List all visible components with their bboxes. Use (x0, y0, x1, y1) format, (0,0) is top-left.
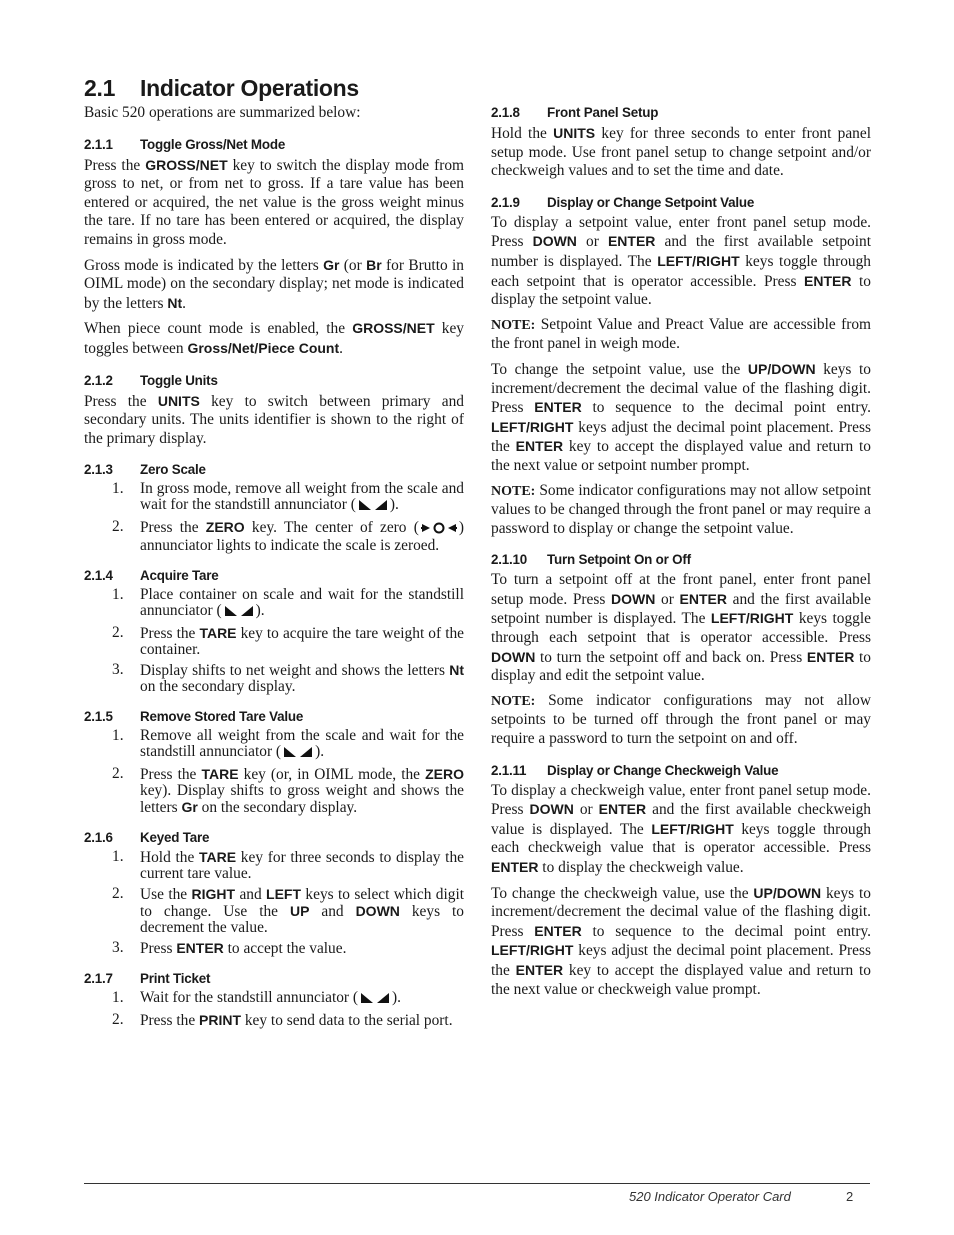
list-item: 1. In gross mode, remove all weight from the scale and wait for the standstill annunciator ( ). (112, 480, 464, 514)
right-column (491, 104, 871, 1005)
list-item: 3. Press ENTER to accept the value. (112, 939, 347, 958)
steps-list (84, 728, 464, 816)
page-heading: 2.1 Indicator Operations (84, 75, 359, 101)
list-item: 1. Place container on scale and wait for the standstill annunciator ( ). (112, 586, 464, 620)
list-item: 2. Press the TARE key (or, in OIML mode, the ZERO key). Display shifts to gross weight and shows the letters Gr on the secondary display. (112, 765, 464, 817)
paragraph: Gross mode is indicated by the letters Gr (or Br for Brutto in OIML mode) on the secondary display; net mode is indicated by the letters Nt. (84, 256, 464, 312)
list-item: 1. Wait for the standstill annunciator ( ). (112, 989, 402, 1007)
section-heading-2-1-3: 2.1.3 Zero Scale (84, 462, 206, 478)
paragraph: When piece count mode is enabled, the GROSS/NET key toggles between Gross/Net/Piece Count. (84, 320, 464, 357)
standstill-annunciator-icon (224, 605, 254, 621)
paragraph: To display a checkweigh value, enter front panel setup mode. Press DOWN or ENTER and the first available checkweigh value is displayed. The LEFT/RIGHT keys toggle through each checkweigh value that is operator accessible. Press ENTER to display the checkweigh value. (491, 781, 872, 876)
paragraph: To turn a setpoint off at the front panel, enter front panel setup mode. Press DOWN or ENTER and the first available setpoint number is displayed. The LEFT/RIGHT keys toggle through each setpoint that is operator accessible. Press DOWN to turn the setpoint off and back on. Press ENTER to display and edit the setpoint value. (491, 571, 871, 685)
steps-list (84, 481, 464, 554)
page-number: 2 (846, 1189, 854, 1204)
footer-divider (84, 1183, 870, 1184)
paragraph: Hold the UNITS key for three seconds to enter front panel setup mode. Use front panel setup to change setpoint and/or checkweigh values and to set the time and date. (491, 125, 871, 180)
list-item: 2. Press the TARE key to acquire the tare weight of the container. (112, 624, 464, 659)
intro-text: Basic 520 operations are summarized below: (84, 104, 361, 121)
center-of-zero-annunciator-icon (421, 522, 457, 538)
section-heading-2-1-4: 2.1.4 Acquire Tare (84, 568, 219, 584)
section-heading-2-1-10: 2.1.10 Turn Setpoint On or Off (491, 552, 691, 568)
section-heading-2-1-9: 2.1.9 Display or Change Setpoint Value (491, 194, 755, 210)
paragraph: Press the UNITS key to switch between primary and secondary units. The units identifier is shown to the right of the primary display. (84, 392, 464, 447)
standstill-annunciator-icon (360, 992, 390, 1008)
note: NOTE: Some indicator configurations may not allow setpoints to be turned off through the front panel or may require a password to turn the setpoint on and off. (491, 691, 871, 748)
list-item: 3. Display shifts to net weight and shows the letters Nt on the secondary display. (112, 661, 464, 696)
paragraph: Press the GROSS/NET key to switch the display mode from gross to net, or from net to gross. If a tare value has been entered or acquired, the net value is the gross weight minus the tare. If no tare has been entered or acquired, the display remains in gross mode. (84, 156, 464, 248)
section-heading-2-1-5: 2.1.5 Remove Stored Tare Value (84, 709, 304, 725)
section-heading-2-1-6: 2.1.6 Keyed Tare (84, 830, 210, 846)
note: NOTE: Some indicator configurations may not allow setpoint values to be changed through the front panel or may require a password to display or change the setpoint value. (491, 481, 871, 537)
section-heading-2-1-2: 2.1.2 Toggle Units (84, 372, 218, 388)
list-item: 2. Press the ZERO key. The center of zero ( ) annunciator lights to indicate the scale is zeroed. (112, 518, 464, 555)
steps-list (84, 849, 464, 957)
paragraph: To change the checkweigh value, use the UP/DOWN keys to increment/decrement the decimal value of the flashing digit. Press ENTER to sequence to the decimal point entry. LEFT/RIGHT keys adjust the decimal point placement. Press the ENTER key to accept the displayed value and return to the next value or checkweigh value prompt. (491, 884, 872, 998)
paragraph: To change the setpoint value, use the UP/DOWN keys to increment/decrement the decimal value of the flashing digit. Press ENTER to sequence to the decimal point entry. LEFT/RIGHT keys adjust the decimal point placement. Press the ENTER key to accept the displayed value and return to the next value or setpoint number prompt. (491, 360, 872, 474)
section-heading-2-1-8: 2.1.8 Front Panel Setup (491, 105, 659, 120)
steps-list (84, 990, 464, 1029)
list-item: 1. Remove all weight from the scale and wait for the standstill annunciator ( ). (112, 727, 464, 761)
list-item: 1. Hold the TARE key for three seconds to display the current tare value. (112, 848, 464, 883)
standstill-annunciator-icon (358, 499, 388, 515)
list-item: 2. Use the RIGHT and LEFT keys to select which digit to change. Use the UP and DOWN keys to decrement the value. (112, 885, 464, 937)
paragraph: To display a setpoint value, enter front panel setup mode. Press DOWN or ENTER and the first available setpoint number is displayed. The LEFT/RIGHT keys toggle through each setpoint that is operator accessible. Press ENTER to display the setpoint value. (491, 213, 871, 309)
note: NOTE: Setpoint Value and Preact Value are accessible from the front panel in weigh mode. (491, 315, 871, 353)
standstill-annunciator-icon (283, 746, 313, 762)
list-item: 2. Press the PRINT key to send data to the serial port. (112, 1011, 453, 1030)
section-heading-2-1-7: 2.1.7 Print Ticket (84, 971, 211, 987)
left-column (84, 104, 464, 1033)
footer-title: 520 Indicator Operator Card (629, 1189, 791, 1204)
section-heading-2-1-1: 2.1.1 Toggle Gross/Net Mode (84, 136, 286, 152)
steps-list (84, 587, 464, 695)
section-heading-2-1-11: 2.1.11 Display or Change Checkweigh Value (491, 762, 779, 778)
